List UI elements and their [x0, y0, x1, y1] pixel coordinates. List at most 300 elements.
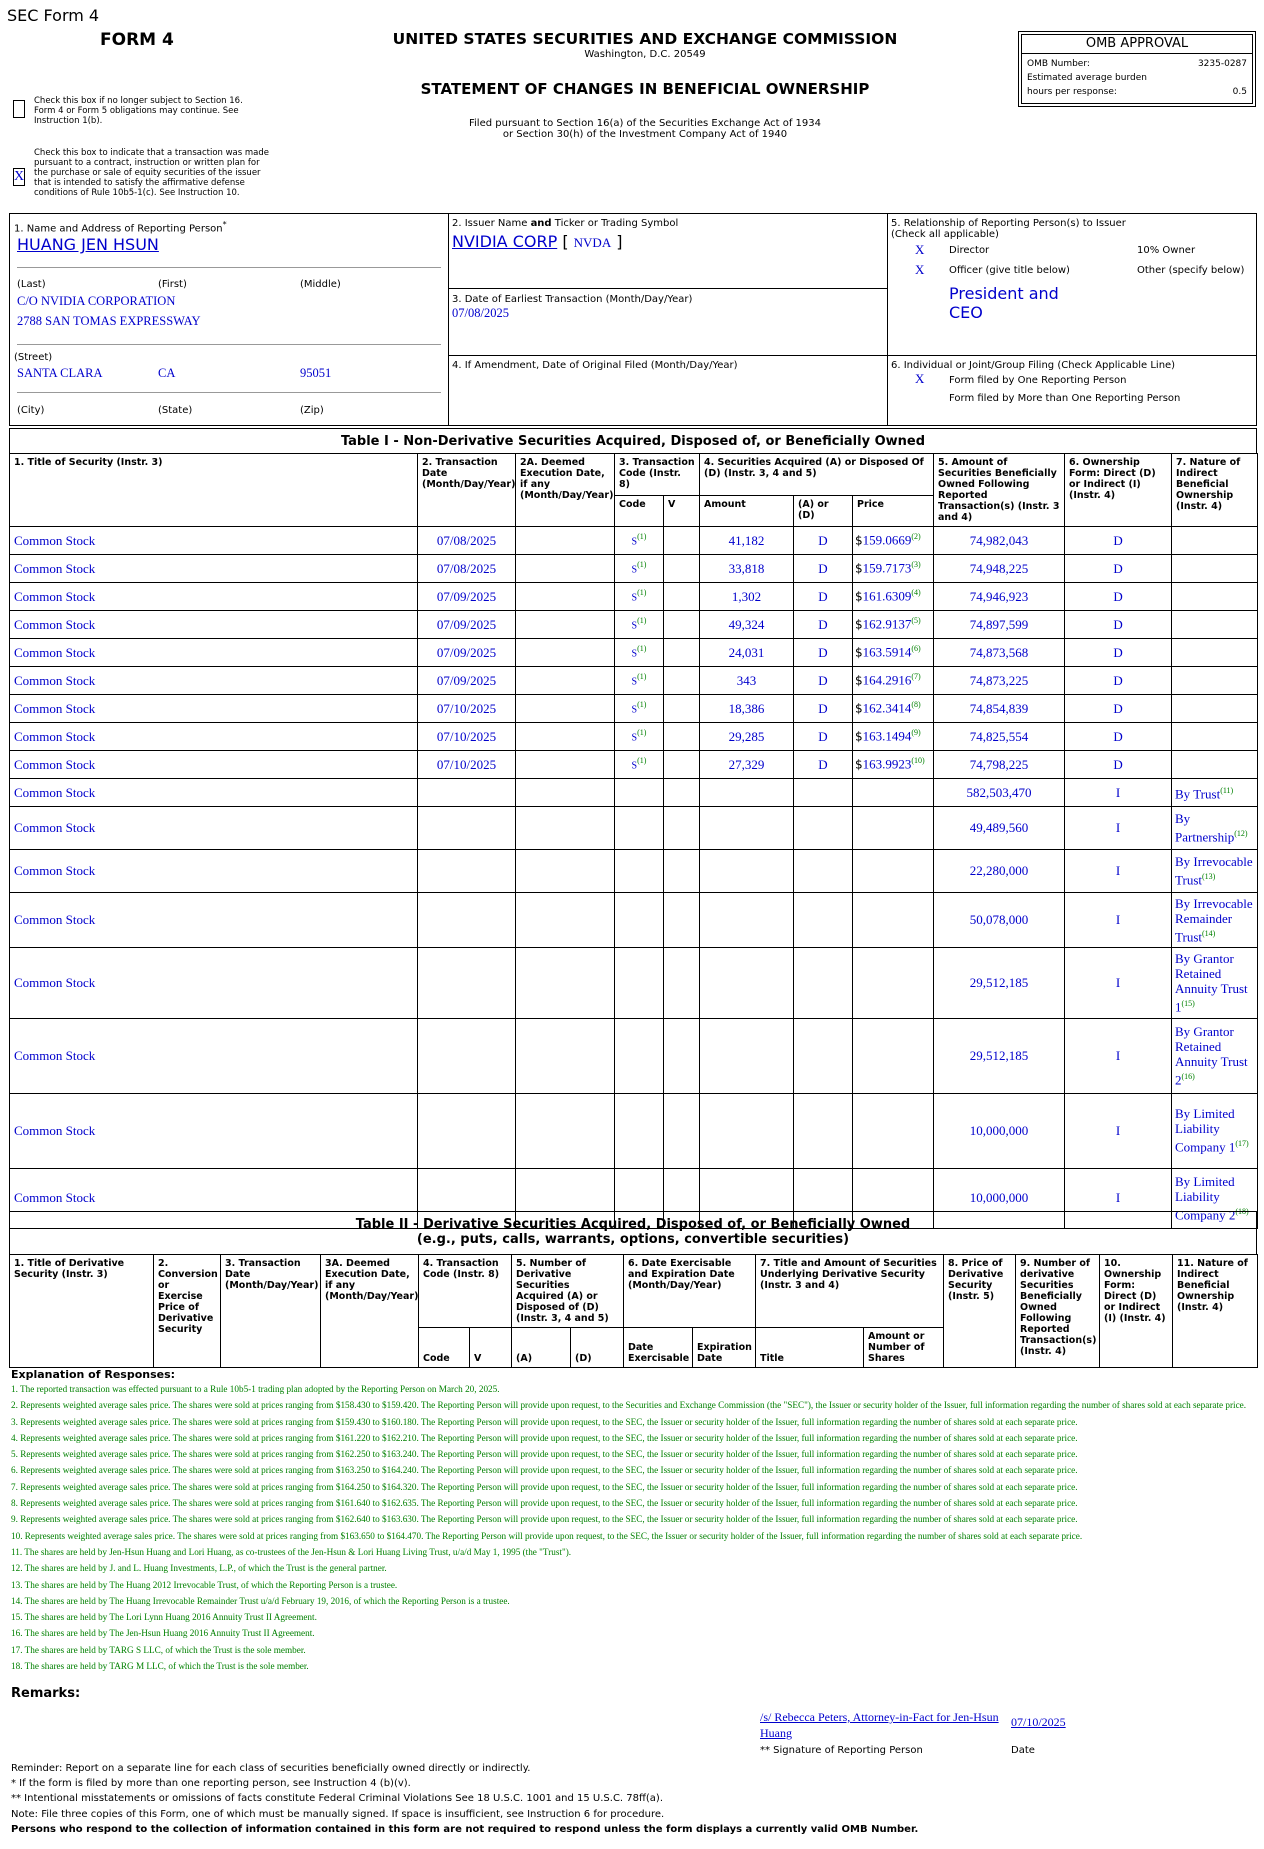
amount-cell	[700, 639, 794, 667]
transaction-date: 07/10/2025	[436, 700, 497, 716]
owned-cell	[934, 723, 1065, 751]
v-cell	[664, 1093, 700, 1168]
owned-cell	[934, 583, 1065, 611]
security-title-link[interactable]: Common Stock	[14, 616, 96, 632]
owned-cell	[934, 667, 1065, 695]
derivative-table	[9, 1254, 1258, 1368]
sec-form-label: SEC Form 4	[7, 6, 100, 25]
no-longer-subject-text: Check this box if no longer subject to Section 16. Form 4 or Form 5 obligations may continue. See Instruction 1(b).	[34, 96, 243, 126]
owned-cell	[934, 948, 1065, 1018]
footnote-ref: (1)	[637, 672, 647, 682]
security-title-link[interactable]: Common Stock	[14, 532, 96, 548]
table-row	[10, 1093, 1258, 1168]
price-cell: $163.9923$^{(10)}$	[853, 751, 934, 779]
transaction-code-cell	[615, 527, 664, 555]
amount-cell	[700, 583, 794, 611]
issuer-name-link[interactable]: NVIDIA CORP	[452, 232, 558, 251]
one-person-label: Form filed by One Reporting Person	[949, 375, 1127, 386]
owned-cell	[934, 611, 1065, 639]
amount-owned: 582,503,470	[966, 784, 1032, 800]
footnote: 15. The shares are held by The Lori Lynn Huang 2016 Annuity Trust II Agreement.	[11, 1612, 317, 1623]
table-row	[10, 723, 1258, 751]
ownership-form: D	[1113, 560, 1123, 576]
transaction-date: 07/09/2025	[436, 588, 497, 604]
transaction-code-cell	[615, 667, 664, 695]
owned-cell	[934, 807, 1065, 850]
ownership-form-cell	[1065, 850, 1172, 893]
remarks-label: Remarks:	[11, 1686, 81, 1701]
officer-label: Officer (give title below)	[949, 265, 1070, 276]
explanation-notes	[11, 1383, 1251, 1676]
signature-link[interactable]: /s/ Rebecca Peters, Attorney-in-Fact for Jen-Hsun Huang	[760, 1710, 999, 1740]
other-label: Other (specify below)	[1137, 265, 1245, 276]
explanation-label: Explanation of Responses:	[11, 1368, 176, 1381]
d-col-nature: 11. Nature of Indirect Beneficial Ownership (Instr. 4)	[1173, 1255, 1258, 1368]
footnote: 3. Represents weighted average sales price. The shares were sold at prices ranging from $159.430 to $160.180. The Reporting Person will provide upon request, to the SEC, the Issuer or security holder of the Issuer, full information regarding the number of shares sold at each separate price.	[11, 1416, 1078, 1427]
footnote-ref: (5)	[911, 616, 921, 626]
price-cell: $159.0669$^{(2)}$	[853, 527, 934, 555]
street-label: (Street)	[14, 352, 53, 363]
non-derivative-table	[9, 453, 1258, 1229]
v-cell	[664, 667, 700, 695]
amount-owned: 10,000,000	[969, 1190, 1029, 1206]
owned-cell	[934, 1018, 1065, 1093]
rule-10b5-1-text: Check this box to indicate that a transaction was made pursuant to a contract, instruction or written plan for the purchase or sale of equity securities of the issuer that is intended to satisfy the affirmative defense conditions of Rule 10b5-1(c). See Instruction 10.	[34, 148, 270, 198]
transaction-date-cell	[418, 1093, 516, 1168]
table-row	[10, 893, 1258, 948]
d-col-code: 4. Transaction Code (Instr. 8)	[419, 1255, 512, 1328]
security-title-cell	[10, 695, 418, 723]
omb-hours: 0.5	[1232, 87, 1247, 97]
d-col-number: 5. Number of Derivative Securities Acquired (A) or Disposed of (D) (Instr. 3, 4 and 5)	[512, 1255, 624, 1328]
divider	[17, 344, 441, 345]
ownership-form: D	[1113, 756, 1123, 772]
issuer-box	[448, 214, 888, 289]
earliest-date-label: 3. Date of Earliest Transaction (Month/Day/Year)	[452, 294, 693, 305]
table-row	[10, 527, 1258, 555]
v-cell	[664, 583, 700, 611]
omb-hours-label: hours per response:	[1027, 87, 1117, 97]
price-cell	[853, 1018, 934, 1093]
v-cell	[664, 695, 700, 723]
v-cell	[664, 1018, 700, 1093]
ownership-form: D	[1113, 588, 1123, 604]
transaction-code-cell	[615, 639, 664, 667]
footnote-ref: (9)	[911, 728, 921, 738]
transaction-date-cell	[418, 893, 516, 948]
security-title-cell	[10, 611, 418, 639]
security-title-link[interactable]: Common Stock	[14, 756, 96, 772]
subcol-price: Price	[853, 496, 934, 527]
a-or-d: D	[818, 588, 828, 604]
issuer-label: 2. Issuer Name and Ticker or Trading Symbol	[452, 218, 679, 229]
transaction-date-cell	[418, 850, 516, 893]
footnote-ref: (4)	[911, 588, 921, 598]
security-title-link[interactable]: Common Stock	[14, 1190, 96, 1206]
security-title-link[interactable]: Common Stock	[14, 672, 96, 688]
nature-of-ownership: By Irrevocable Trust	[1175, 854, 1253, 888]
nature-cell	[1172, 723, 1258, 751]
deemed-date-cell	[516, 583, 615, 611]
amount: 41,182	[728, 532, 765, 548]
nature-of-ownership: By Partnership	[1175, 811, 1235, 845]
col-date-header: 2. Transaction Date (Month/Day/Year)	[418, 454, 516, 527]
transaction-code-cell	[615, 807, 664, 850]
table-row	[10, 555, 1258, 583]
subcol-code: Code	[615, 496, 664, 527]
table-row	[10, 779, 1258, 807]
ownership-form-cell	[1065, 723, 1172, 751]
footnote: 1. The reported transaction was effected pursuant to a Rule 10b5-1 trading plan adopted by the Reporting Person on March 20, 2025.	[11, 1384, 500, 1394]
footnote: 4. Represents weighted average sales price. The shares were sold at prices ranging from $161.220 to $162.210. The Reporting Person will provide upon request, to the SEC, the Issuer or security holder of the Issuer, full information regarding the number of shares sold at each separate price.	[11, 1432, 1078, 1443]
security-title-link[interactable]: Common Stock	[14, 588, 96, 604]
ownership-form: I	[1115, 974, 1121, 990]
col-nature-header: 7. Nature of Indirect Beneficial Ownership (Instr. 4)	[1172, 454, 1258, 527]
ownership-form: D	[1113, 728, 1123, 744]
transaction-code-cell	[615, 893, 664, 948]
subcol-a-or-d: (A) or (D)	[794, 496, 853, 527]
a-or-d: D	[818, 532, 828, 548]
d-subcol-amount: Amount or Number of Shares	[864, 1328, 944, 1368]
filed-pursuant-2: or Section 30(h) of the Investment Company Act of 1940	[502, 129, 788, 140]
a-or-d-cell	[794, 555, 853, 583]
ownership-form-cell	[1065, 667, 1172, 695]
filed-pursuant-1: Filed pursuant to Section 16(a) of the Securities Exchange Act of 1934	[469, 118, 821, 129]
middle-label: (Middle)	[300, 279, 341, 290]
table-row	[10, 695, 1258, 723]
footnote-ref: (1)	[637, 644, 647, 654]
ownership-form-cell	[1065, 527, 1172, 555]
v-cell	[664, 893, 700, 948]
officer-check[interactable]: X	[915, 262, 925, 277]
a-or-d-cell	[794, 779, 853, 807]
security-title-cell	[10, 751, 418, 779]
ownership-form: I	[1115, 1122, 1121, 1138]
transaction-code-cell	[615, 779, 664, 807]
footer	[11, 1761, 918, 1837]
v-cell	[664, 639, 700, 667]
amount-owned: 10,000,000	[969, 1122, 1029, 1138]
table-row	[10, 639, 1258, 667]
officer-title-2: CEO	[949, 303, 983, 322]
ownership-form-cell	[1065, 948, 1172, 1018]
security-title-link[interactable]: Common Stock	[14, 560, 96, 576]
footnote-ref: (10)	[911, 756, 925, 766]
d-subcol-code: Code	[419, 1328, 470, 1368]
footnote-ref: (3)	[911, 560, 921, 570]
col-securities-header: 4. Securities Acquired (A) or Disposed Of (D) (Instr. 3, 4 and 5)	[700, 454, 934, 496]
rule-10b5-1-checkbox[interactable]: X	[13, 169, 25, 184]
col-owned-header: 5. Amount of Securities Beneficially Owned Following Reported Transaction(s) (Instr. 3 and 4)	[934, 454, 1065, 527]
transaction-code-cell	[615, 850, 664, 893]
nature-cell	[1172, 527, 1258, 555]
signature-date-label: Date	[1011, 1745, 1035, 1756]
nature-of-ownership: By Irrevocable Remainder Trust	[1175, 896, 1253, 945]
footnote: 12. The shares are held by J. and L. Huang Investments, L.P., of which the Trust is the general partner.	[11, 1563, 387, 1574]
security-title-link[interactable]: Common Stock	[14, 1047, 96, 1063]
security-title-link[interactable]: Common Stock	[14, 784, 96, 800]
ownership-form-cell	[1065, 751, 1172, 779]
a-or-d-cell	[794, 611, 853, 639]
reporting-person-name-link[interactable]: HUANG JEN HSUN	[17, 235, 159, 254]
signature-date[interactable]: 07/10/2025	[1011, 1715, 1066, 1729]
d-subcol-v: V	[470, 1328, 512, 1368]
amount-cell	[700, 695, 794, 723]
state-value: CA	[158, 366, 176, 380]
footnote: 17. The shares are held by TARG S LLC, of which the Trust is the sole member.	[11, 1644, 306, 1655]
footnote-ref: (1)	[637, 728, 647, 738]
nature-of-ownership: By Trust	[1175, 786, 1221, 802]
amount-owned: 74,948,225	[969, 560, 1029, 576]
nature-cell	[1172, 779, 1258, 807]
footnote-ref: (2)	[911, 532, 921, 542]
footnote: 14. The shares are held by The Huang Irrevocable Remainder Trust u/a/d February 19, 2016, of which the Reporting Person is a trustee.	[11, 1595, 510, 1606]
transaction-date-cell	[418, 695, 516, 723]
agency-city: Washington, D.C. 20549	[584, 49, 706, 60]
owned-cell	[934, 639, 1065, 667]
amount-owned: 22,280,000	[969, 863, 1029, 878]
deemed-date-cell	[516, 779, 615, 807]
security-title-link[interactable]: Common Stock	[14, 700, 96, 716]
nature-cell	[1172, 1018, 1258, 1093]
footnote: 16. The shares are held by The Jen-Hsun Huang 2016 Annuity Trust II Agreement.	[11, 1628, 315, 1639]
amount-cell	[700, 555, 794, 583]
nature-cell	[1172, 807, 1258, 850]
d-col-underlying: 7. Title and Amount of Securities Underlying Derivative Security (Instr. 3 and 4)	[756, 1255, 944, 1328]
a-or-d: D	[818, 672, 828, 688]
security-title-link[interactable]: Common Stock	[14, 728, 96, 744]
filing-type-label: 6. Individual or Joint/Group Filing (Check Applicable Line)	[891, 360, 1176, 371]
security-title-link[interactable]: Common Stock	[14, 974, 96, 990]
zip-value: 95051	[300, 366, 332, 380]
owned-cell	[934, 893, 1065, 948]
omb-number-label: OMB Number:	[1027, 59, 1090, 69]
a-or-d-cell	[794, 893, 853, 948]
ownership-form-cell	[1065, 807, 1172, 850]
col-form-header: 6. Ownership Form: Direct (D) or Indirect (I) (Instr. 4)	[1065, 454, 1172, 527]
ownership-form-cell	[1065, 611, 1172, 639]
transaction-date: 07/08/2025	[436, 560, 497, 576]
price: 163.9923	[862, 756, 912, 772]
transaction-date: 07/10/2025	[436, 756, 497, 772]
footer-instruction: * If the form is filed by more than one reporting person, see Instruction 4 (b)(v).	[11, 1778, 411, 1790]
price: 164.2916	[862, 672, 912, 688]
owned-cell	[934, 1093, 1065, 1168]
ownership-form: I	[1115, 820, 1121, 835]
v-cell	[664, 611, 700, 639]
price-cell: $159.7173$^{(3)}$	[853, 555, 934, 583]
security-title-cell	[10, 723, 418, 751]
transaction-code: S	[631, 536, 638, 548]
footnote-ref: (1)	[637, 560, 647, 570]
deemed-date-cell	[516, 850, 615, 893]
footnote-ref: (6)	[911, 644, 921, 654]
transaction-code: S	[631, 676, 638, 688]
table2-title	[9, 1211, 1257, 1254]
price: 162.3414	[862, 700, 912, 716]
transaction-code: S	[631, 732, 638, 744]
price-cell	[853, 779, 934, 807]
transaction-date-cell	[418, 555, 516, 583]
nature-cell	[1172, 583, 1258, 611]
nature-cell	[1172, 751, 1258, 779]
price-cell: $161.6309$^{(4)}$	[853, 583, 934, 611]
nature-cell	[1172, 1093, 1258, 1168]
a-or-d: D	[818, 560, 828, 576]
nature-cell	[1172, 850, 1258, 893]
deemed-date-cell	[516, 1093, 615, 1168]
amount: 33,818	[728, 560, 765, 576]
omb-title: OMB APPROVAL	[1022, 35, 1252, 54]
a-or-d-cell	[794, 667, 853, 695]
amount-cell	[700, 527, 794, 555]
security-title-link[interactable]: Common Stock	[14, 644, 96, 660]
officer-title-1: President and	[949, 284, 1059, 303]
nature-cell	[1172, 611, 1258, 639]
footer-omb-notice: Persons who respond to the collection of information contained in this form are not required to respond unless the form displays a currently valid OMB Number.	[11, 1823, 919, 1835]
nature-of-ownership: By Grantor Retained Annuity Trust 1	[1175, 951, 1248, 1015]
ownership-form: I	[1115, 1190, 1121, 1206]
transaction-date-cell	[418, 611, 516, 639]
table-row	[10, 667, 1258, 695]
a-or-d-cell	[794, 723, 853, 751]
d-col-date: 3. Transaction Date (Month/Day/Year)	[221, 1255, 321, 1368]
amount-cell	[700, 893, 794, 948]
footnote: 13. The shares are held by The Huang 2012 Irrevocable Trust, of which the Reporting Person is a trustee.	[11, 1579, 398, 1590]
amount: 1,302	[731, 588, 762, 604]
subcol-amount: Amount	[700, 496, 794, 527]
transaction-date-cell	[418, 751, 516, 779]
subcol-v: V	[664, 496, 700, 527]
first-label: (First)	[158, 279, 187, 290]
security-title-cell	[10, 555, 418, 583]
security-title-cell	[10, 527, 418, 555]
a-or-d: D	[818, 728, 828, 744]
v-cell	[664, 751, 700, 779]
zip-label: (Zip)	[300, 405, 324, 416]
v-cell	[664, 850, 700, 893]
price-cell	[853, 850, 934, 893]
transaction-code-cell	[615, 611, 664, 639]
table-row	[10, 583, 1258, 611]
d-col-price: 8. Price of Derivative Security (Instr. 5)	[944, 1255, 1016, 1368]
price: 161.6309	[862, 588, 912, 604]
footnote: 5. Represents weighted average sales price. The shares were sold at prices ranging from $162.250 to $163.240. The Reporting Person will provide upon request, to the SEC, the Issuer or security holder of the Issuer, full information regarding the number of shares sold at each separate price.	[11, 1449, 1078, 1460]
price: 163.5914	[862, 644, 912, 660]
city-value: SANTA CLARA	[17, 366, 103, 380]
no-longer-subject-checkbox[interactable]	[13, 100, 25, 118]
ownership-form-cell	[1065, 1018, 1172, 1093]
transaction-date-cell	[418, 527, 516, 555]
table2-title-line2: (e.g., puts, calls, warrants, options, convertible securities)	[416, 1232, 850, 1247]
ownership-form-cell	[1065, 779, 1172, 807]
table-row	[10, 751, 1258, 779]
issuer-name-row: NVIDIA CORP [ NVDA ]	[452, 232, 623, 251]
footnote-ref: (1)	[637, 616, 647, 626]
one-person-check[interactable]: X	[915, 371, 925, 386]
security-title-link[interactable]: Common Stock	[14, 863, 96, 878]
city-label: (City)	[17, 405, 45, 416]
earliest-transaction-box	[448, 288, 888, 356]
security-title-cell	[10, 1093, 418, 1168]
transaction-date-cell	[418, 583, 516, 611]
director-label: Director	[949, 245, 990, 256]
amount-cell	[700, 807, 794, 850]
ownership-form-cell	[1065, 583, 1172, 611]
security-title-cell	[10, 893, 418, 948]
amount-owned: 74,798,225	[969, 756, 1029, 772]
security-title-cell	[10, 583, 418, 611]
security-title-cell	[10, 807, 418, 850]
table1-title: Table I - Non-Derivative Securities Acquired, Disposed of, or Beneficially Owned	[9, 428, 1257, 453]
amount-cell	[700, 948, 794, 1018]
transaction-date-cell	[418, 779, 516, 807]
nature-cell	[1172, 948, 1258, 1018]
price-cell: $164.2916$^{(7)}$	[853, 667, 934, 695]
ownership-form: D	[1113, 700, 1123, 716]
footnote-ref: (15)	[1181, 999, 1195, 1009]
amount: 18,386	[728, 700, 765, 716]
security-title-link[interactable]: Common Stock	[14, 912, 96, 928]
owned-cell	[934, 695, 1065, 723]
security-title-link[interactable]: Common Stock	[14, 1122, 96, 1138]
address-line-1: C/O NVIDIA CORPORATION	[17, 294, 176, 308]
nature-of-ownership: By Limited Liability Company 1	[1175, 1106, 1236, 1155]
omb-number: 3235-0287	[1197, 59, 1247, 69]
ownership-form-cell	[1065, 639, 1172, 667]
omb-burden-label: Estimated average burden	[1027, 73, 1147, 83]
more-persons-label: Form filed by More than One Reporting Person	[949, 393, 1181, 404]
deemed-date-cell	[516, 751, 615, 779]
amount-owned: 74,854,839	[969, 700, 1029, 716]
amount-owned: 74,897,599	[969, 616, 1029, 632]
d-subcol-exercisable: Date Exercisable	[624, 1328, 693, 1368]
agency-title: UNITED STATES SECURITIES AND EXCHANGE COMMISSION	[392, 30, 898, 48]
footnote: 7. Represents weighted average sales price. The shares were sold at prices ranging from $164.250 to $164.320. The Reporting Person will provide upon request, to the SEC, the Issuer or security holder of the Issuer, full information regarding the number of shares sold at each separate price.	[11, 1481, 1078, 1492]
transaction-code: S	[631, 760, 638, 772]
footnote-ref: (1)	[637, 700, 647, 710]
a-or-d-cell	[794, 1018, 853, 1093]
footnote: 2. Represents weighted average sales price. The shares were sold at prices ranging from $158.430 to $159.420. The Reporting Person will provide upon request, to the Securities and Exchange Commission (the "SEC"), the Issuer or security holder of the Issuer, full information regarding the number of shares sold at each separate price.	[11, 1400, 1247, 1411]
amount-owned: 74,873,568	[969, 644, 1029, 660]
footnote-ref: (11)	[1220, 786, 1234, 796]
transaction-code-cell	[615, 948, 664, 1018]
director-check[interactable]: X	[915, 242, 925, 257]
amount-cell	[700, 611, 794, 639]
nature-cell	[1172, 639, 1258, 667]
price: 162.9137	[862, 616, 912, 632]
amount-cell	[700, 667, 794, 695]
ownership-form: D	[1113, 616, 1123, 632]
ten-percent-owner-label: 10% Owner	[1137, 245, 1196, 256]
earliest-date-value: 07/08/2025	[452, 306, 509, 320]
col-code-header: 3. Transaction Code (Instr. 8)	[615, 454, 700, 496]
price-cell	[853, 1093, 934, 1168]
transaction-code-cell	[615, 695, 664, 723]
nature-cell	[1172, 667, 1258, 695]
a-or-d-cell	[794, 807, 853, 850]
v-cell	[664, 807, 700, 850]
footer-violations: ** Intentional misstatements or omissions of facts constitute Federal Criminal Violations See 18 U.S.C. 1001 and 15 U.S.C. 78ff(a).	[11, 1793, 664, 1805]
amendment-label: 4. If Amendment, Date of Original Filed (Month/Day/Year)	[452, 360, 738, 371]
footnote: 9. Represents weighted average sales price. The shares were sold at prices ranging from $162.640 to $163.630. The Reporting Person will provide upon request, to the SEC, the Issuer or security holder of the Issuer, full information regarding the number of shares sold at each separate price.	[11, 1514, 1078, 1525]
amount-owned: 74,825,554	[969, 728, 1029, 744]
ownership-form-cell	[1065, 555, 1172, 583]
security-title-link[interactable]: Common Stock	[14, 820, 96, 835]
deemed-date-cell	[516, 555, 615, 583]
d-col-exercisable: 6. Date Exercisable and Expiration Date (Month/Day/Year)	[624, 1255, 756, 1328]
security-title-cell	[10, 667, 418, 695]
